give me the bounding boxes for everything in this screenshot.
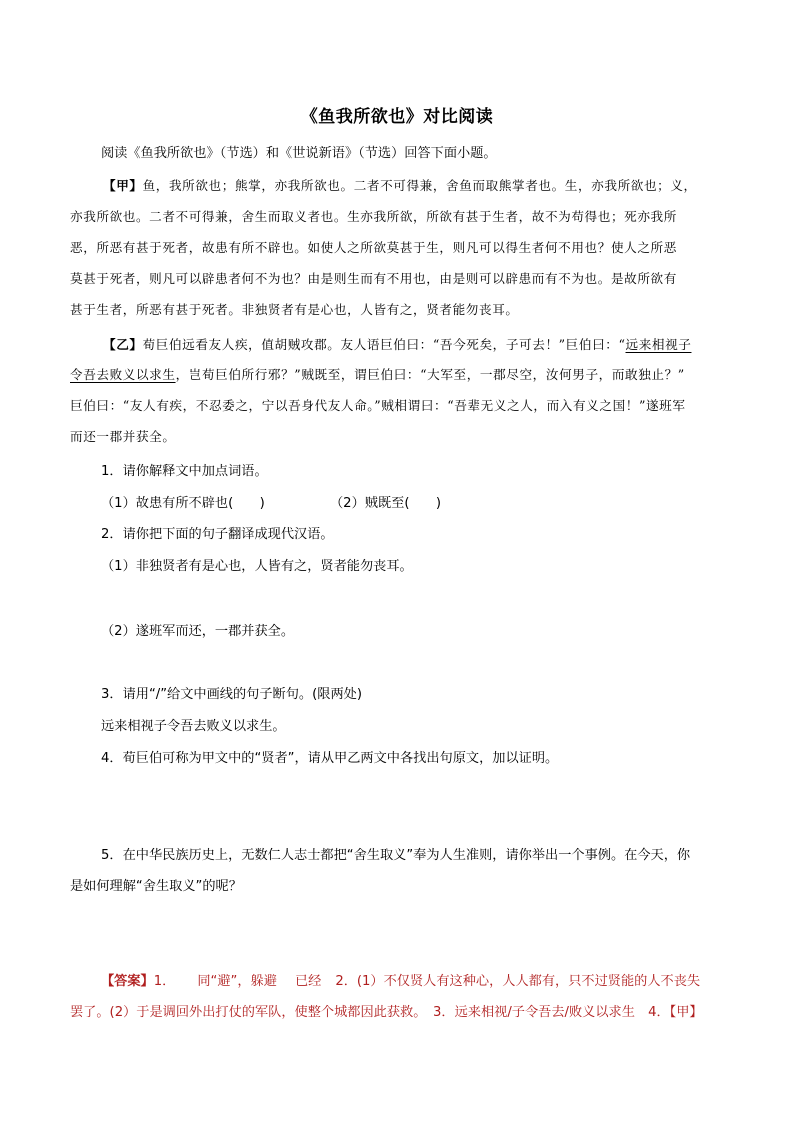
underlined-sentence-part-1: 远来相视子 [625, 337, 692, 352]
reading-instruction: 阅读《鱼我所欲也》（节选）和《世说新语》（节选）回答下面小题。 [101, 146, 497, 161]
passage-yi-tag: 【乙】 [103, 337, 143, 352]
answer-tag: 【答案】 [101, 974, 154, 989]
question-5-line-1: 5．在中华民族历史上，无数仁人志士都把“舍生取义”奉为人生准则，请你举出一个事例。在今天，你 [101, 848, 691, 863]
question-2-item-2: （2）遂班军而还，一郡并获全。 [101, 624, 295, 639]
question-1-item-1: （1）故患有所不辟也( ) [101, 496, 265, 511]
passage-jia-line-5: 甚于生者，所恶有甚于死者。非独贤者有是心也，人皆有之，贤者能勿丧耳。 [70, 302, 519, 317]
passage-jia-line-2: 亦我所欲也。二者不可得兼，舍生而取义者也。生亦我所欲，所欲有甚于生者，故不为苟得也；死亦我所 [70, 209, 677, 224]
question-2-item-1: （1）非独贤者有是心也，人皆有之，贤者能勿丧耳。 [101, 559, 413, 574]
underlined-sentence-part-2: 令吾去败义以求生 [70, 367, 176, 382]
question-1-item-2: （2）贼既至( ) [330, 496, 441, 511]
passage-yi-line-2: 令吾去败义以求生，岂荀巨伯所行邪？”贼既至，谓巨伯曰：“大军至，一郡尽空，汝何男子，而敢独止？” [70, 367, 685, 382]
passage-jia-line-1: 【甲】鱼，我所欲也；熊掌，亦我所欲也。二者不可得兼，舍鱼而取熊掌者也。生，亦我所欲也；义， [103, 178, 697, 193]
passage-jia-line-3: 恶，所恶有甚于死者，故患有所不辟也。如使人之所欲莫甚于生，则凡可以得生者何不用也？使人之所恶 [70, 240, 677, 255]
question-3-sentence: 远来相视子令吾去败义以求生。 [101, 719, 286, 734]
answer-line-2: 罢了。(2）于是调回外出打仗的军队，使整个城都因此获救。 3．远来相视/子令吾去/败义以求生 4．【甲】 [70, 1005, 703, 1020]
passage-jia-tag: 【甲】 [103, 178, 143, 193]
question-4: 4．荀巨伯可称为甲文中的“贤者”，请从甲乙两文中各找出句原文，加以证明。 [101, 751, 559, 766]
question-1: 1．请你解释文中加点词语。 [101, 464, 268, 479]
answer-line-1: 【答案】1． 同“避”，躲避 已经 2．(1）不仅贤人有这种心，人人都有，只不过贤能的人不丧失 [101, 974, 701, 989]
passage-yi-line-3: 巨伯曰：“友人有疾，不忍委之，宁以吾身代友人命。”贼相谓曰：“吾辈无义之人，而入有义之国！”遂班军 [70, 398, 686, 413]
passage-jia-line-4: 莫甚于死者，则凡可以辟患者何不为也？由是则生而有不用也，由是则可以辟患而有不为也。是故所欲有 [70, 271, 677, 286]
passage-yi-line-1: 【乙】荀巨伯远看友人疾，值胡贼攻郡。友人语巨伯曰：“吾今死矣，子可去！”巨伯曰：“远来相视子 [103, 337, 692, 352]
question-5-line-2: 是如何理解“舍生取义”的呢？ [70, 879, 242, 894]
question-3: 3．请用“/”给文中画线的句子断句。(限两处) [101, 687, 362, 702]
passage-yi-line-4: 而还一郡并获全。 [70, 429, 176, 444]
question-2: 2．请你把下面的句子翻译成现代汉语。 [101, 527, 334, 542]
page-title: 《鱼我所欲也》对比阅读 [300, 107, 494, 127]
